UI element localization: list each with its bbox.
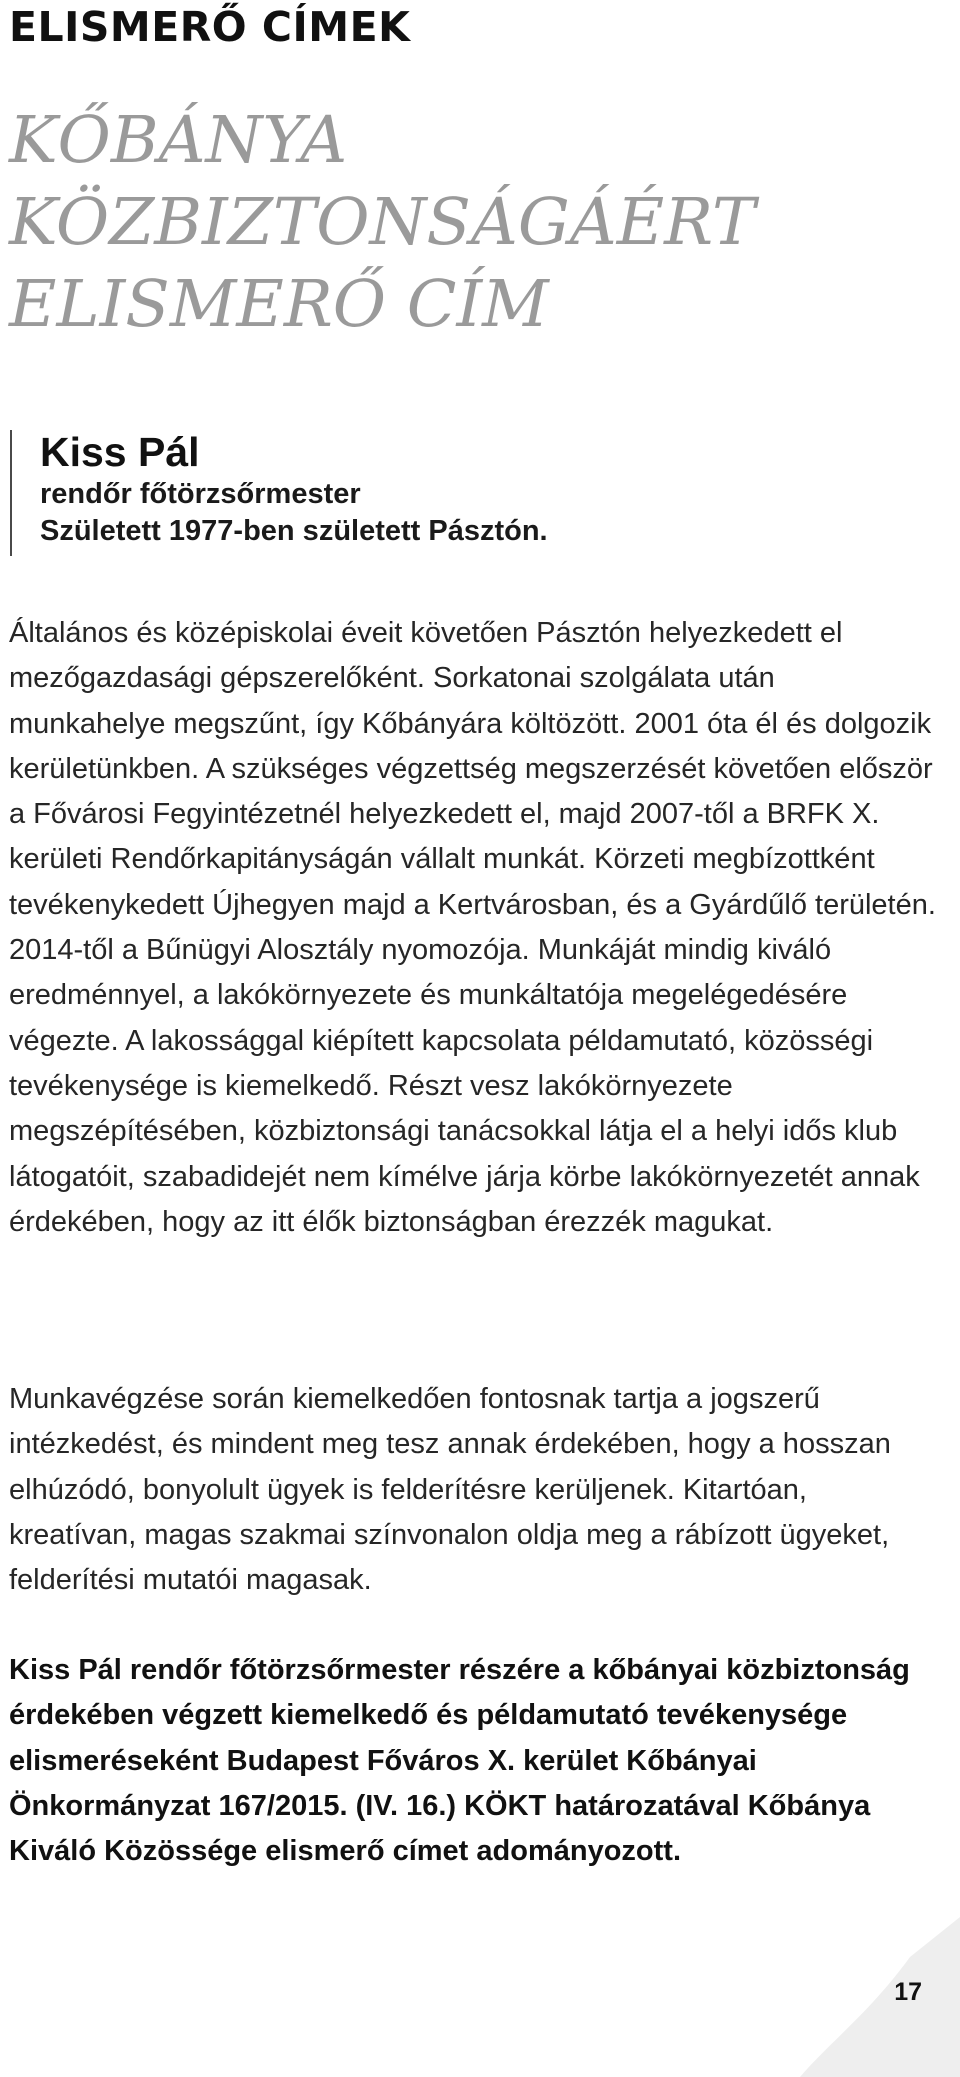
person-info (40, 428, 920, 550)
person-birth: Született 1977-ben született Pásztón. (40, 515, 548, 547)
bio-paragraph-1: Általános és középiskolai éveit követően Pásztón helyezkedett el mezőgazdasági gépszerelőként. Sorkatonai szolgálata után munkahelye megszűnt, így Kőbányára költözött. 2001 óta él és dolgozik kerületünkben. A szükséges végzettség megszerzését követően először a Fővárosi Fegyintézetnél helyezkedett el, majd 2007-től a BRFK X. kerületi Rendőrkapitányságán vállalt munkát. Körzeti megbízottként tevékenykedett Újhegyen majd a Kertvárosban, és a Gyárdűlő területén. 2014-től a Bűnügyi Alosztály nyomozója. Munkáját mindig kiváló eredménnyel, a lakókörnyezete és munkáltatója megelégedésére végezte. A lakossággal kiépített kapcsolata példamutató, közösségi tevékenysége is kiemelkedő. Részt vesz lakókörnyezete megszépítésében, közbiztonsági tanácsokkal látja el a helyi idős klub látogatóit, szabadidejét nem kímélve járja körbe lakókörnyezetét annak érdekében, hogy az itt élők biztonságban érezzék magukat. (9, 617, 936, 1238)
vertical-rule (10, 430, 12, 556)
award-statement: Kiss Pál rendőr főtörzsőrmester részére a kőbányai közbiztonság érdekében végzett kiemelkedő és példamutató tevékenysége elismeréseként Budapest Főváros X. kerület Kőbányai Önkormányzat 167/2015. (IV. 16.) KÖKT határozatával Kőbánya Kiváló Közössége elismerő címet adományozott. (9, 1654, 910, 1868)
bio-paragraph-2: Munkavégzése során kiemelkedően fontosnak tartja a jogszerű intézkedést, és mindent meg tesz annak érdekében, hogy a hosszan elhúzódó, bonyolult ügyek is felderítésre kerüljenek. Kitartóan, kreatívan, magas szakmai színvonalon oldja meg a rábízott ügyeket, felderítési mutatói magasak. (9, 1383, 891, 1597)
person-rank: rendőr főtörzsőrmester (40, 478, 361, 510)
page-title (9, 100, 929, 346)
title-line-1: KŐBÁNYA (9, 103, 348, 178)
person-name: Kiss Pál (40, 429, 200, 475)
page-corner-decoration (800, 1917, 960, 2077)
page-number: 17 (894, 1978, 922, 2006)
title-line-2: KÖZBIZTONSÁGÁÉRT (9, 185, 756, 260)
section-label: ELISMERŐ CÍMEK (9, 3, 411, 51)
title-line-3: ELISMERŐ CÍM (9, 267, 549, 342)
